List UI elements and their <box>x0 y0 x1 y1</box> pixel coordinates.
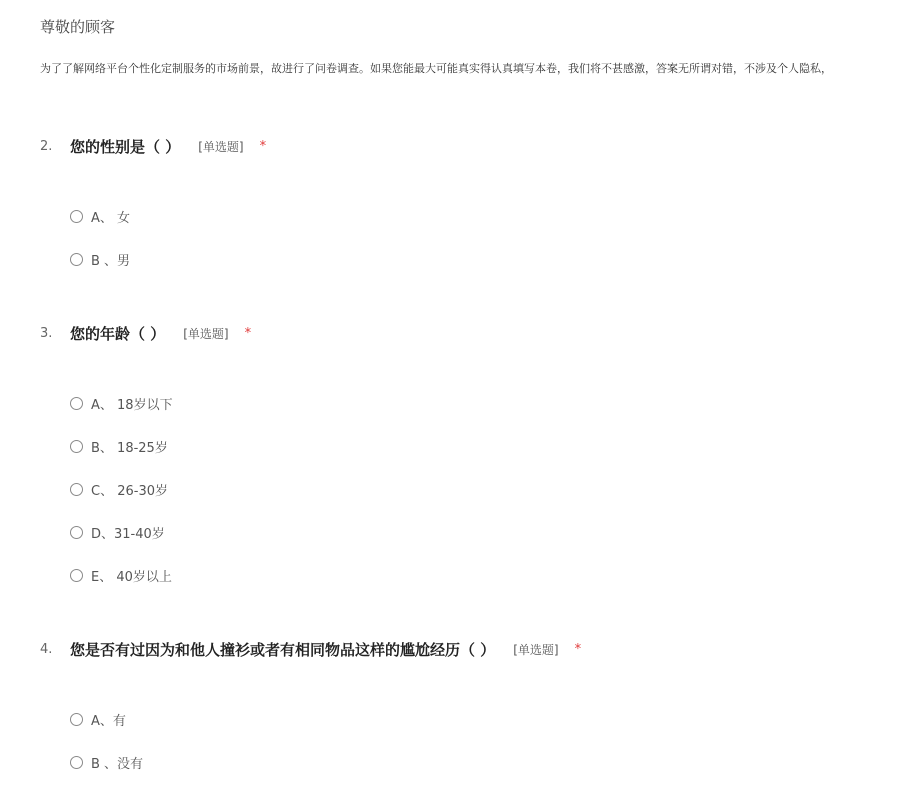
option-no[interactable] <box>70 752 143 772</box>
greeting-heading: 尊敬的顾客 <box>40 18 116 36</box>
required-marker: * <box>244 326 252 341</box>
radio-button[interactable] <box>70 440 83 453</box>
radio-button[interactable] <box>70 569 83 582</box>
question-title <box>70 136 266 157</box>
option-label: A、 女 <box>91 210 131 226</box>
question-type-label: [单选题] <box>198 140 244 154</box>
option-label: D、31-40岁 <box>91 526 165 542</box>
option-over-40[interactable] <box>70 565 172 585</box>
radio-button[interactable] <box>70 526 83 539</box>
option-label: E、 40岁以上 <box>91 569 172 585</box>
question-title-row <box>0 639 900 663</box>
option-female[interactable] <box>70 206 130 226</box>
radio-button[interactable] <box>70 397 83 410</box>
question-title-text: 您的年龄（ ） <box>70 325 166 343</box>
radio-button[interactable] <box>70 210 83 223</box>
question-number: 4. <box>40 642 53 657</box>
required-marker: * <box>259 139 267 154</box>
option-26-30[interactable] <box>70 479 168 499</box>
question-type-label: [单选题] <box>183 327 229 341</box>
radio-button[interactable] <box>70 483 83 496</box>
option-31-40[interactable] <box>70 522 165 542</box>
required-marker: * <box>574 642 582 657</box>
option-label: B 、男 <box>91 253 131 269</box>
option-label: C、 26-30岁 <box>91 483 168 499</box>
radio-button[interactable] <box>70 756 83 769</box>
option-male[interactable] <box>70 249 130 269</box>
question-title <box>70 639 581 660</box>
question-number: 3. <box>40 326 53 341</box>
option-label: A、有 <box>91 713 126 729</box>
question-type-label: [单选题] <box>513 643 559 657</box>
option-label: B 、没有 <box>91 756 144 772</box>
radio-button[interactable] <box>70 253 83 266</box>
question-title <box>70 323 251 344</box>
radio-button[interactable] <box>70 713 83 726</box>
question-number: 2. <box>40 139 53 154</box>
option-label: B、 18-25岁 <box>91 440 168 456</box>
option-18-25[interactable] <box>70 436 168 456</box>
question-title-text: 您的性别是（ ） <box>70 138 181 156</box>
survey-intro-text: 为了了解网络平台个性化定制服务的市场前景，故进行了问卷调查。如果您能最大可能真实得认真填写本卷，我们将不甚感激，答案无所谓对错，不涉及个人隐私， <box>40 62 832 75</box>
option-label: A、 18岁以下 <box>91 397 173 413</box>
option-under-18[interactable] <box>70 393 173 413</box>
question-title-row <box>0 136 900 160</box>
question-title-text: 您是否有过因为和他人撞衫或者有相同物品这样的尴尬经历（ ） <box>70 641 496 659</box>
option-yes[interactable] <box>70 709 126 729</box>
question-title-row <box>0 323 900 347</box>
